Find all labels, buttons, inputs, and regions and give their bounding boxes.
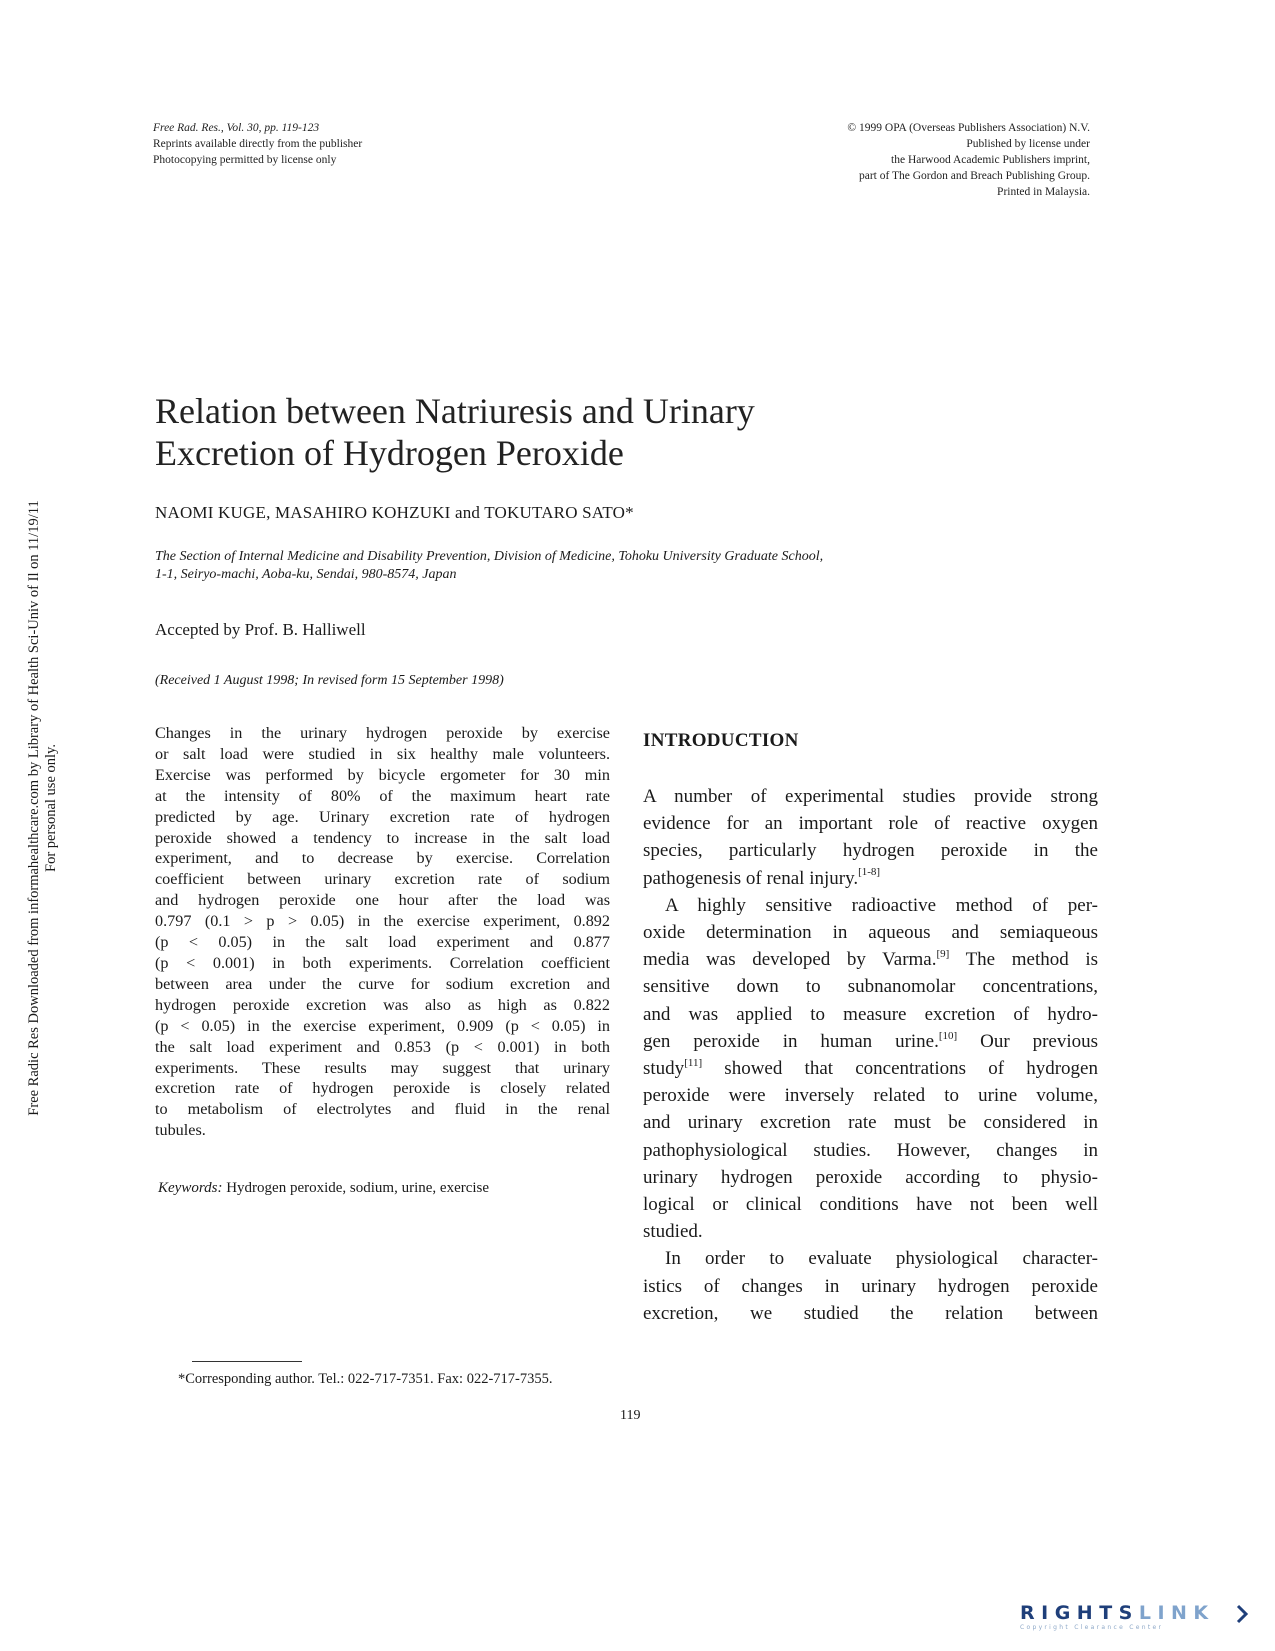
- abstract-line: (p < 0.05) in the salt load experiment and 0.877: [155, 933, 610, 952]
- page-number: 119: [620, 1408, 641, 1423]
- corresponding-author-footnote: *Corresponding author. Tel.: 022-717-7351. Fax: 022-717-7355.: [178, 1371, 553, 1387]
- intro-text: peroxide were inversely related to urine volume,: [643, 1085, 1098, 1107]
- intro-text: The method is: [949, 949, 1098, 971]
- intro-text: pathophysiological studies. However, changes in: [643, 1139, 1098, 1161]
- intro-line: [643, 1055, 1098, 1082]
- intro-text: logical or clinical conditions have not been well: [643, 1194, 1098, 1216]
- intro-text: In order to evaluate physiological character-: [665, 1248, 1098, 1270]
- watermark-line-2: For personal use only.: [43, 744, 59, 872]
- keywords-list: Hydrogen peroxide, sodium, urine, exercise: [226, 1180, 490, 1196]
- abstract-line: 0.797 (0.1 > p > 0.05) in the exercise experiment, 0.892: [155, 912, 610, 931]
- abstract-line: hydrogen peroxide excretion was also as high as 0.822: [155, 995, 610, 1014]
- rightslink-wordmark: [1020, 1603, 1250, 1623]
- introduction-body: [643, 783, 1098, 1327]
- intro-text: study: [643, 1058, 685, 1080]
- intro-line: [643, 1028, 1098, 1055]
- intro-text: and urinary excretion rate must be considered in: [643, 1112, 1098, 1134]
- intro-line: [643, 892, 1098, 919]
- publisher-group-line: part of The Gordon and Breach Publishing Group.: [858, 170, 1090, 182]
- intro-text: studied.: [643, 1221, 703, 1243]
- accepted-by: Accepted by Prof. B. Halliwell: [155, 620, 366, 639]
- abstract-line: (p < 0.001) in both experiments. Correlation coefficient: [155, 953, 610, 972]
- copyright-line: © 1999 OPA (Overseas Publishers Association) N.V.: [847, 122, 1090, 134]
- printed-line: Printed in Malaysia.: [997, 186, 1090, 198]
- rightslink-logo[interactable]: [1020, 1603, 1250, 1629]
- intro-line: [643, 810, 1098, 837]
- abstract-line: or salt load were studied in six healthy male volunteers.: [155, 744, 610, 763]
- abstract-line: coefficient between urinary excretion rate of sodium: [155, 870, 610, 889]
- journal-citation-block: [153, 120, 362, 168]
- abstract-line: (p < 0.05) in the exercise experiment, 0.909 (p < 0.05) in: [155, 1016, 610, 1035]
- paper-title: [155, 390, 915, 474]
- imprint-line: the Harwood Academic Publishers imprint,: [891, 154, 1090, 166]
- intro-line: [643, 1137, 1098, 1164]
- abstract-line: peroxide showed a tendency to increase in the salt load: [155, 828, 610, 847]
- intro-line: [643, 946, 1098, 973]
- affiliation-line-1: The Section of Internal Medicine and Disability Prevention, Division of Medicine, Tohoku University Graduate School,: [155, 549, 824, 564]
- intro-text: oxide determination in aqueous and semiaqueous: [643, 922, 1098, 944]
- intro-line: [643, 1218, 1098, 1245]
- intro-line: [643, 783, 1098, 810]
- citation-reference[interactable]: [10]: [938, 1029, 958, 1042]
- journal-citation: Free Rad. Res., Vol. 30, pp. 119-123: [153, 122, 320, 134]
- intro-line: [643, 865, 1098, 892]
- abstract-line: Exercise was performed by bicycle ergometer for 30 min: [155, 765, 610, 784]
- abstract-line: excretion rate of hydrogen peroxide is closely related: [155, 1079, 610, 1098]
- intro-line: [643, 1191, 1098, 1218]
- citation-reference[interactable]: [9]: [936, 947, 950, 960]
- intro-text: pathogenesis of renal injury.: [643, 867, 859, 889]
- intro-text: excretion, we studied the relation between: [643, 1302, 1098, 1324]
- intro-text: showed that concentrations of hydrogen: [702, 1058, 1098, 1080]
- intro-text: evidence for an important role of reactive oxygen: [643, 813, 1098, 835]
- keywords-label: Keywords:: [158, 1180, 223, 1196]
- rightslink-arrow-icon: [1235, 1604, 1249, 1624]
- abstract-line: predicted by age. Urinary excretion rate of hydrogen: [155, 807, 610, 826]
- intro-line: [643, 919, 1098, 946]
- abstract: [155, 723, 610, 1141]
- intro-text: istics of changes in urinary hydrogen peroxide: [643, 1275, 1098, 1297]
- title-line-1: Relation between Natriuresis and Urinary: [155, 391, 755, 431]
- citation-reference[interactable]: [1-8]: [858, 866, 881, 879]
- intro-text: A highly sensitive radioactive method of per-: [665, 894, 1098, 916]
- intro-line: [643, 1109, 1098, 1136]
- copyright-block: [847, 120, 1090, 200]
- intro-line: [643, 1245, 1098, 1272]
- abstract-line: experiment, and to decrease by exercise. Correlation: [155, 849, 610, 868]
- intro-text: sensitive down to subnanomolar concentrations,: [643, 976, 1098, 998]
- intro-line: [643, 973, 1098, 1000]
- received-dates: (Received 1 August 1998; In revised form 15 September 1998): [155, 673, 504, 688]
- abstract-line: Changes in the urinary hydrogen peroxide by exercise: [155, 724, 610, 742]
- rightslink-part2: LINK: [1138, 1602, 1215, 1624]
- affiliation-line-2: 1-1, Seiryo-machi, Aoba-ku, Sendai, 980-8574, Japan: [155, 567, 457, 582]
- intro-line: [643, 1001, 1098, 1028]
- intro-line: [643, 1273, 1098, 1300]
- intro-line: [643, 1082, 1098, 1109]
- abstract-line: and hydrogen peroxide one hour after the load was: [155, 891, 610, 910]
- footnote-rule: [192, 1361, 302, 1362]
- rightslink-tagline: Copyright Clearance Center: [1020, 1624, 1164, 1631]
- keywords: [158, 1180, 489, 1197]
- abstract-line: between area under the curve for sodium excretion and: [155, 974, 610, 993]
- intro-line: [643, 1300, 1098, 1327]
- license-line: Published by license under: [966, 138, 1090, 150]
- abstract-line: experiments. These results may suggest that urinary: [155, 1058, 610, 1077]
- title-line-2: Excretion of Hydrogen Peroxide: [155, 433, 624, 473]
- intro-text: media was developed by Varma.: [643, 949, 937, 971]
- intro-line: [643, 837, 1098, 864]
- intro-text: and was applied to measure excretion of hydro-: [643, 1003, 1098, 1025]
- abstract-line: tubules.: [155, 1121, 206, 1140]
- download-watermark: [26, 448, 60, 1168]
- watermark-line-1: Free Radic Res Downloaded from informahealthcare.com by Library of Health Sci-Univ of Il on 11/19/11: [26, 500, 42, 1116]
- section-heading-introduction: INTRODUCTION: [643, 730, 799, 751]
- rightslink-part1: RIGHTS: [1020, 1602, 1139, 1624]
- affiliation: [155, 548, 823, 584]
- citation-reference[interactable]: [11]: [684, 1056, 703, 1069]
- photocopy-note: Photocopying permitted by license only: [153, 154, 337, 166]
- intro-line: [643, 1164, 1098, 1191]
- abstract-line: the salt load experiment and 0.853 (p < 0.001) in both: [155, 1037, 610, 1056]
- intro-text: urinary hydrogen peroxide according to physio-: [643, 1166, 1098, 1188]
- author-list: NAOMI KUGE, MASAHIRO KOHZUKI and TOKUTARO SATO*: [155, 503, 634, 522]
- abstract-line: to metabolism of electrolytes and fluid in the renal: [155, 1100, 610, 1119]
- intro-text: A number of experimental studies provide strong: [643, 786, 1098, 807]
- abstract-line: at the intensity of 80% of the maximum heart rate: [155, 786, 610, 805]
- intro-text: species, particularly hydrogen peroxide in the: [643, 840, 1098, 862]
- reprints-note: Reprints available directly from the publisher: [153, 138, 363, 150]
- intro-text: gen peroxide in human urine.: [643, 1030, 939, 1052]
- intro-text: Our previous: [957, 1030, 1099, 1052]
